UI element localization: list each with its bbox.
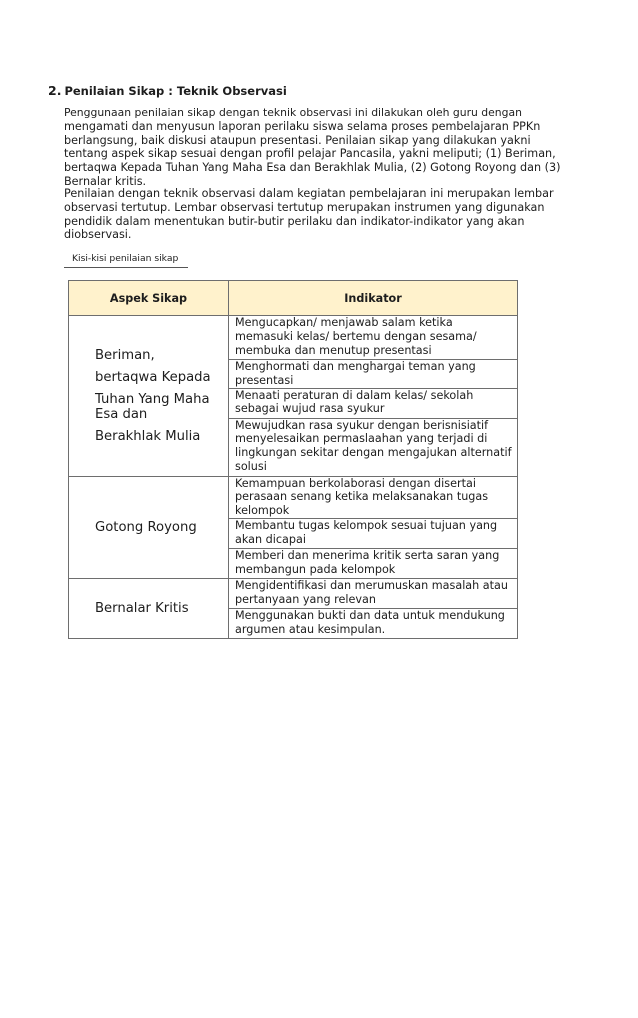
paragraph-intro-rest: mengamati dan menyusun laporan perilaku siswa selama proses pembelajaran PPKn berlangsung, baik diskusi ataupun presentasi. Penilaian sikap yang dilakukan yakni tentang aspek sikap sesuai dengan profil pelajar Pancasila, yakni meliputi; (1) Beriman, bertaqwa Kepada Tuhan Yang Maha Esa dan Berakhlak Mulia, (2) Gotong Royong dan (3) Bernalar kritis.: [64, 119, 561, 188]
indicator-cell: Menaati peraturan di dalam kelas/ sekolah sebagai wujud rasa syukur: [229, 388, 518, 418]
table-row: [69, 316, 518, 360]
indicator-cell: Memberi dan menerima kritik serta saran yang membangun pada kelompok: [229, 548, 518, 578]
indicator-cell: Mewujudkan rasa syukur dengan berisnisiatif menyelesaikan permaslaahan yang terjadi di lingkungan sekitar dengan mengajukan alternatif solusi: [229, 418, 518, 476]
table-row: [69, 476, 518, 518]
aspect-line: Beriman,: [95, 347, 155, 363]
table-row: [69, 578, 518, 608]
header-indicator: Indikator: [229, 281, 518, 316]
indicator-cell: Menghormati dan menghargai teman yang presentasi: [229, 360, 518, 389]
indicator-cell: Membantu tugas kelompok sesuai tujuan yang akan dicapai: [229, 518, 518, 548]
table-caption: Kisi-kisi penilaian sikap: [64, 253, 188, 268]
indicator-cell: Mengucapkan/ menjawab salam ketika memasuki kelas/ bertemu dengan sesama/ membuka dan menutup presentasi: [229, 316, 518, 360]
aspect-bernalar-kritis: Bernalar Kritis: [69, 578, 229, 638]
aspect-line: Esa dan: [95, 406, 148, 422]
aspect-beriman: [69, 316, 229, 477]
indicator-cell: Menggunakan bukti dan data untuk mendukung argumen atau kesimpulan.: [229, 608, 518, 638]
aspect-line: Berakhlak Mulia: [95, 428, 201, 444]
section-number: 2.: [48, 83, 62, 98]
section-heading: [48, 83, 287, 98]
header-aspect: Aspek Sikap: [69, 281, 229, 316]
table-header-row: [69, 281, 518, 316]
section-title: Penilaian Sikap : Teknik Observasi: [64, 84, 287, 98]
aspect-gotong-royong: Gotong Royong: [69, 476, 229, 578]
paragraph-intro-line1: Penggunaan penilaian sikap dengan teknik observasi ini dilakukan oleh guru dengan: [64, 106, 522, 119]
aspect-line: Tuhan Yang Maha: [95, 391, 210, 407]
indicator-cell: Mengidentifikasi dan merumuskan masalah atau pertanyaan yang relevan: [229, 578, 518, 608]
indicator-cell: Kemampuan berkolaborasi dengan disertai perasaan senang ketika melaksanakan tugas kelompok: [229, 476, 518, 518]
paragraph-intro: [64, 106, 570, 189]
paragraph-observation: Penilaian dengan teknik observasi dalam kegiatan pembelajaran ini merupakan lembar observasi tertutup. Lembar observasi tertutup merupakan instrumen yang digunakan pendidik dalam menentukan butir-butir perilaku dan indikator-indikator yang akan diobservasi.: [64, 187, 554, 242]
attitude-assessment-table: [68, 280, 518, 639]
aspect-line: bertaqwa Kepada: [95, 369, 211, 385]
